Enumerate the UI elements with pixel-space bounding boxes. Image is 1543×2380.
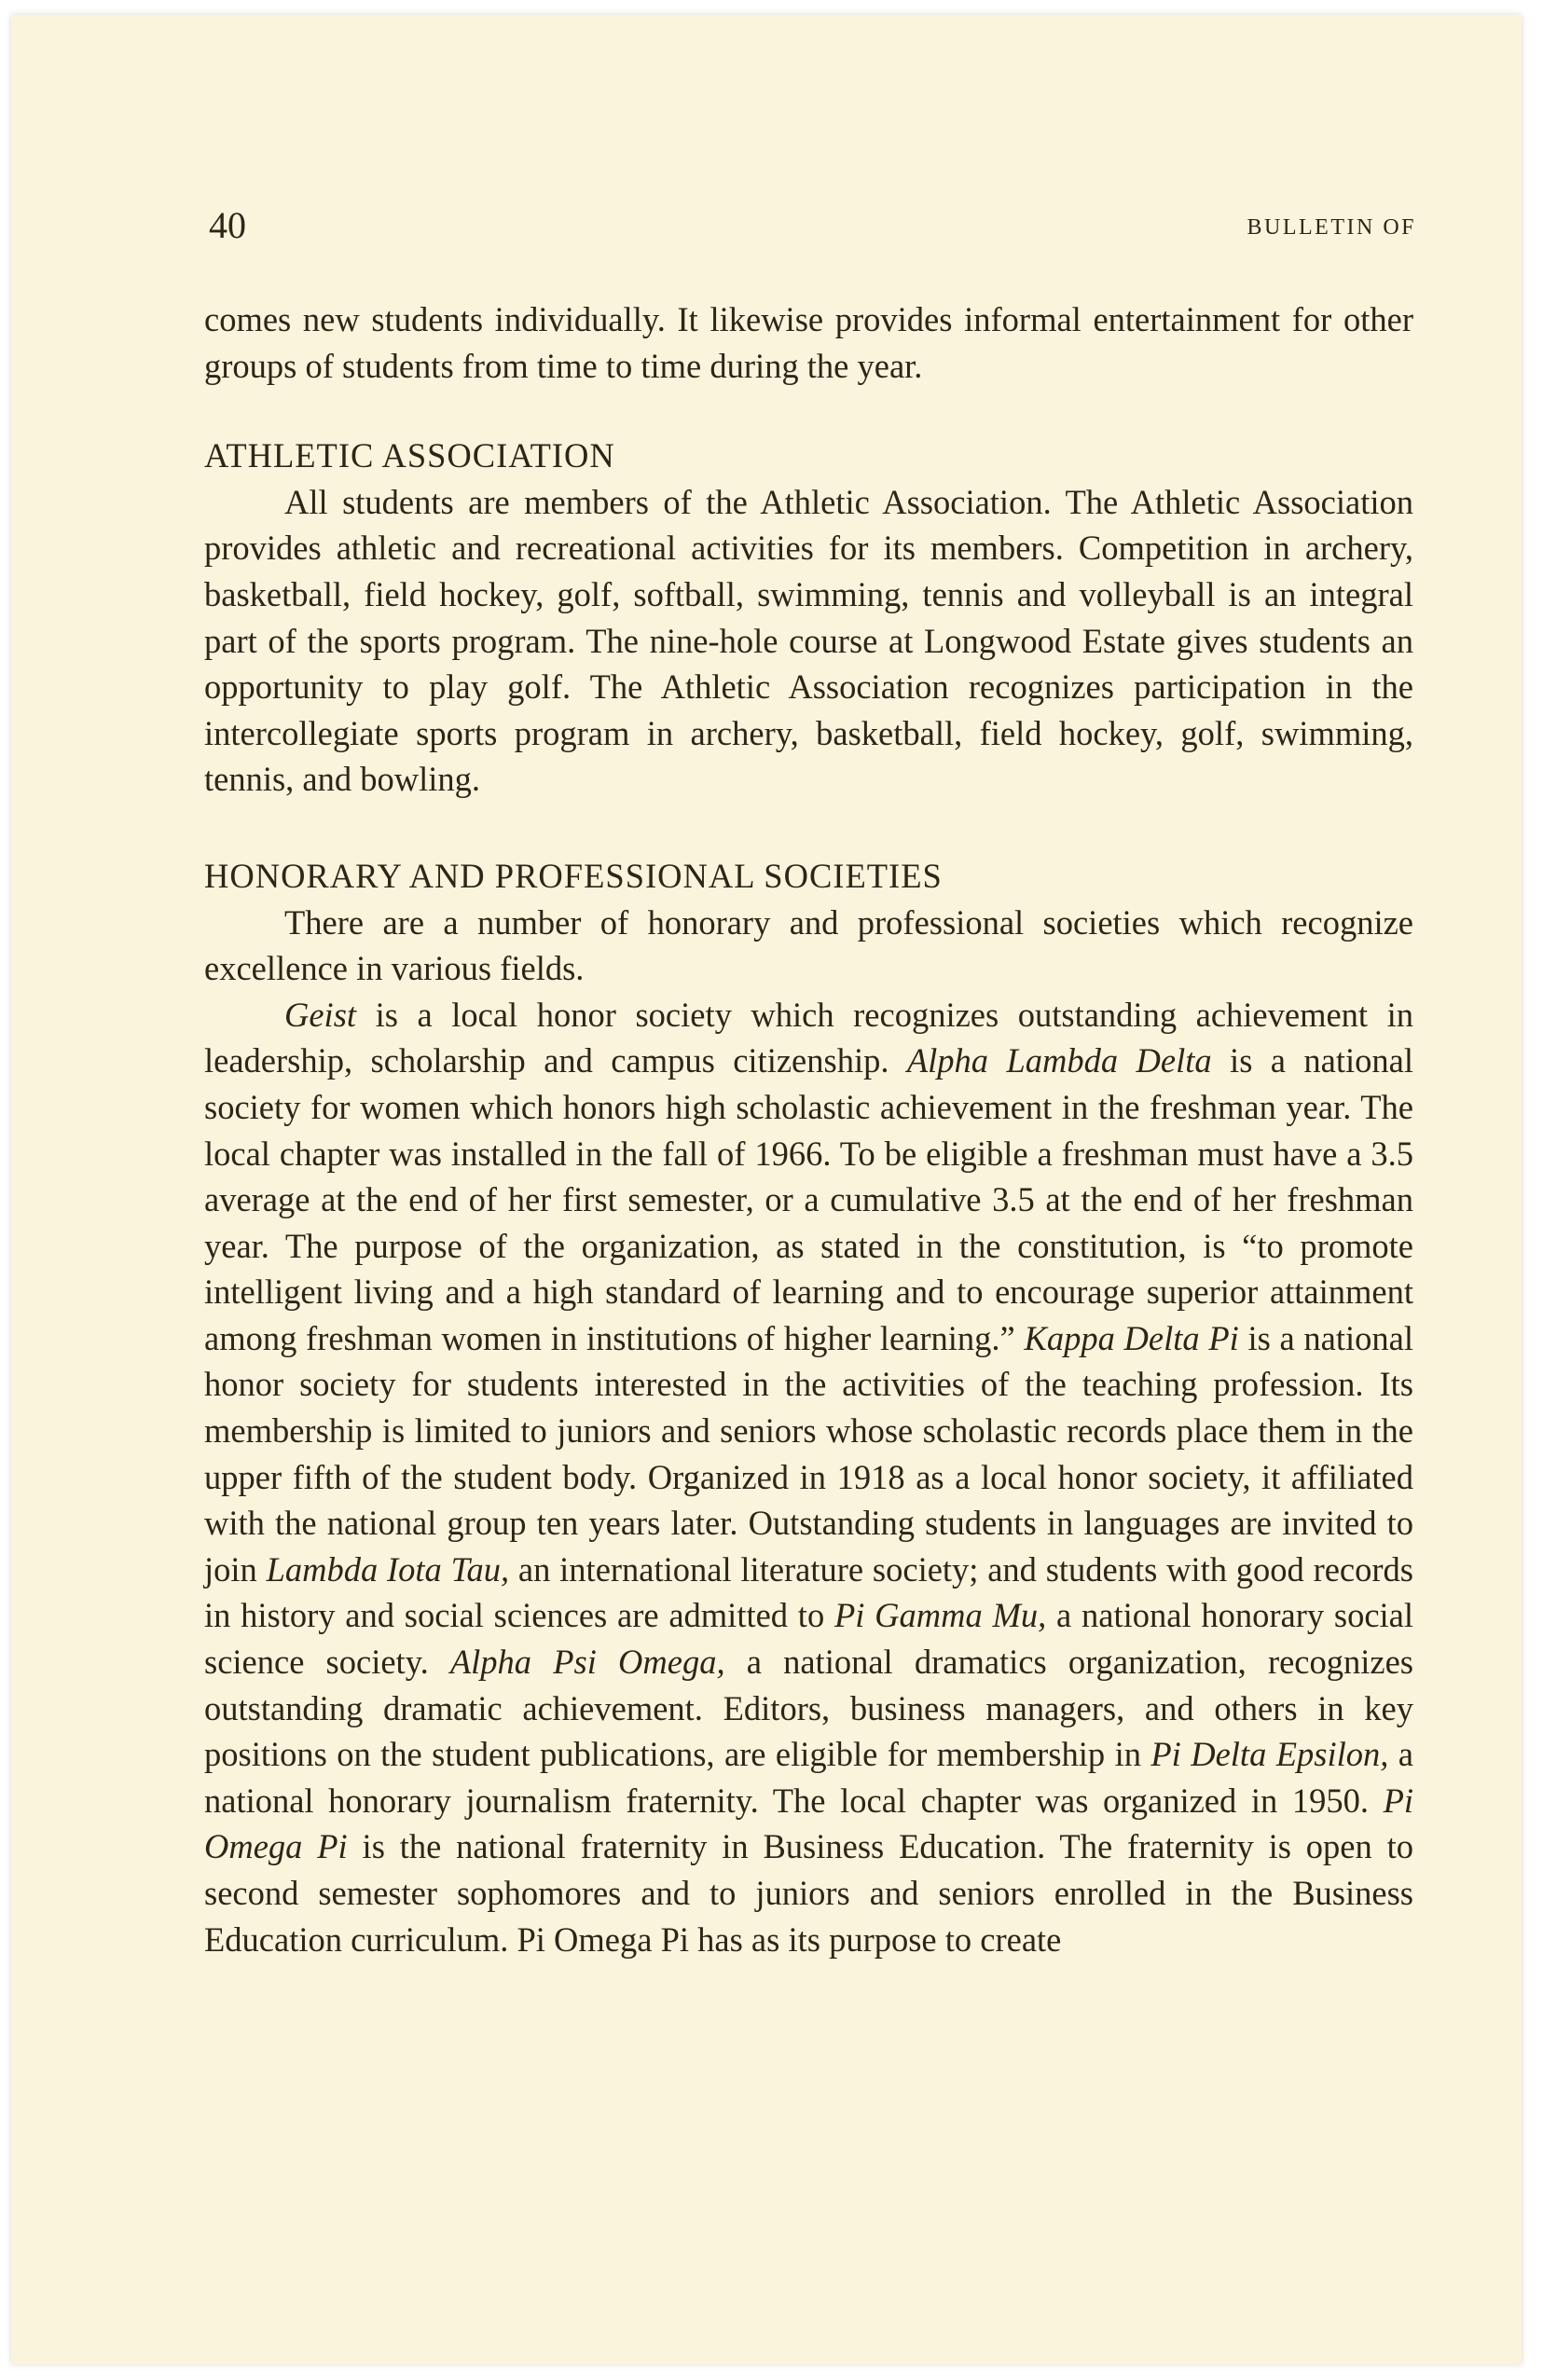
intro-paragraph: comes new students individually. It likewise provides informal entertainment for other groups of students from time to time during the year.: [204, 300, 1413, 385]
society-name-pi-delta-epsilon: Pi Delta Epsilon,: [1150, 1735, 1389, 1774]
honorary-societies-heading: HONORARY AND PROFESSIONAL SOCIETIES: [204, 856, 943, 895]
running-head: [209, 204, 1416, 246]
text-run: is a national honor society for students interested in the activities of the teaching profession. Its membership is limited to juniors and seniors whose scholastic records place them in the upper fifth of the student body. Organized in 1918 as a local honor society, it affiliated with the national group ten years later. Outstanding students in languages are invited to join: [204, 1318, 1414, 1589]
text-run: is the national fraternity in Business Education. The fraternity is open to second semester sophomores and to juniors and seniors enrolled in the Business Education curriculum. Pi Omega Pi has as its purpose to create: [204, 1827, 1413, 1959]
page-number: 40: [209, 204, 246, 246]
athletic-association-paragraph: All students are members of the Athletic Association. The Athletic Association provides athletic and recreational activities for its members. Competition in archery, basketball, field hockey, golf, softball, swimming, tennis and volleyball is an integral part of the sports program. The nine-hole course at Longwood Estate gives students an opportunity to play golf. The Athletic Association recognizes participation in the intercollegiate sports program in archery, basketball, field hockey, golf, swimming, tennis, and bowling.: [204, 482, 1413, 799]
society-name-pi-gamma-mu: Pi Gamma Mu,: [833, 1596, 1047, 1635]
society-name-pi-omega-pi: Pi Omega Pi: [204, 1781, 1413, 1866]
text-run: a national honorary journalism fraternity. The local chapter was organized in 1950.: [204, 1735, 1413, 1820]
text-run: is a national society for women which honors high scholastic achievement in the freshman year. The local chapter was installed in the fall of 1966. To be eligible a freshman must have a 3.5 average at the end of her first semester, or a cumulative 3.5 at the end of her freshman year. The purpose of the organization, as stated in the constitution, is “to promote intelligent living and a high standard of learning and to encourage superior attainment among freshman women in institutions of higher learning.”: [204, 1041, 1413, 1357]
society-name-alpha-lambda-delta: Alpha Lambda Delta: [906, 1041, 1212, 1080]
society-name-lambda-iota-tau: Lambda Iota Tau,: [266, 1549, 510, 1589]
honorary-intro-paragraph: There are a number of honorary and professional societies which recognize excellence in various fields.: [204, 902, 1413, 988]
text-run: is a local honor society which recognizes outstanding achievement in leadership, scholarship and campus citizenship.: [204, 995, 1413, 1080]
text-run: a national honorary social science society.: [204, 1596, 1414, 1682]
society-name-alpha-psi-omega: Alpha Psi Omega,: [449, 1643, 725, 1682]
body-text: [204, 296, 1413, 1962]
honor-societies-paragraph: [204, 992, 1413, 1962]
running-title: BULLETIN OF: [1247, 215, 1416, 240]
text-run: a national dramatics organization, recognizes outstanding dramatic achievement. Editors, business managers, and others in key positions on the student publications, are eligible for membership in: [204, 1643, 1413, 1774]
text-run: an international literature society; and students with good records in history and social sciences are admitted to: [204, 1549, 1413, 1635]
society-name-geist: Geist: [284, 995, 357, 1034]
athletic-association-heading: ATHLETIC ASSOCIATION: [204, 436, 615, 475]
society-name-kappa-delta-pi: Kappa Delta Pi: [1024, 1318, 1239, 1357]
